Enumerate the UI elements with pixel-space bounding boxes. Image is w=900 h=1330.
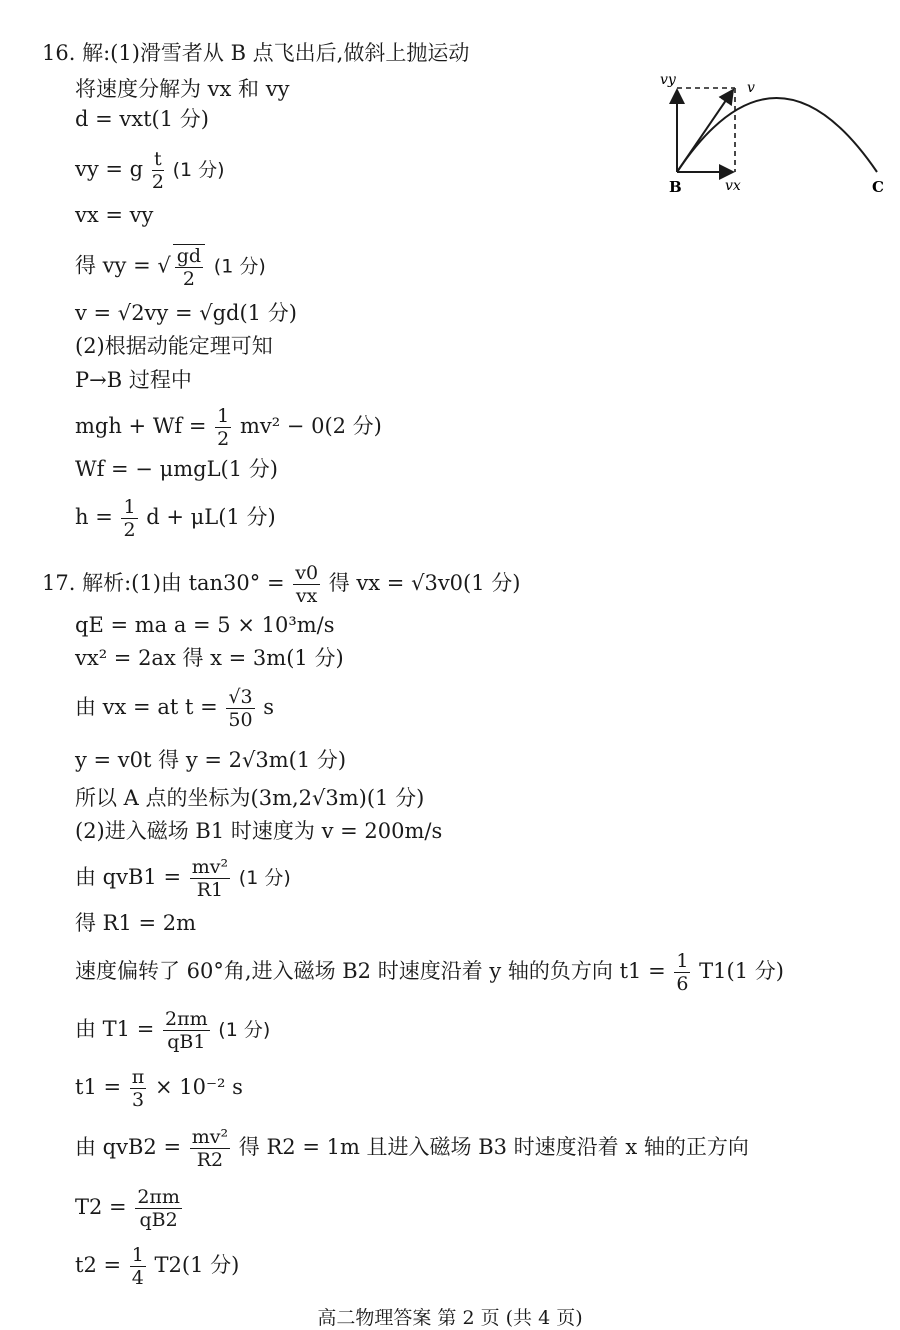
q16-line-3 (75, 148, 225, 193)
q16-line-10: Wf = − μmgL(1 分) (75, 457, 278, 481)
label-vx: vx (725, 178, 741, 194)
q17-l11-frac: $\frac{\pi}{3}$ (131, 1066, 145, 1111)
q17-line-2: vx² = 2ax 得 x = 3m(1 分) (75, 646, 344, 670)
q17-l9-lhs: 速度偏转了 60°角,进入磁场 B2 时速度沿着 y 轴的负方向 t1 = (75, 959, 666, 983)
q17-l13-frac: $\frac{2\pi m}{qB2}$ (137, 1186, 180, 1231)
q16-l11-lhs: h = (75, 505, 113, 529)
q17-line-7 (75, 856, 291, 901)
q16-line-6: v = √2vy = √gd(1 分) (75, 301, 297, 325)
q16-l3-frac: $\frac{t}{2}$ (151, 148, 164, 193)
q16-l11-frac: $\frac{1}{2}$ (123, 496, 136, 541)
q17-l3-frac: $\frac{√3}{50}$ (228, 686, 253, 731)
q17-line-1: qE = ma a = 5 × 10³m/s (75, 613, 335, 637)
page-footer: 高二物理答案 第 2 页 (共 4 页) (317, 1307, 583, 1329)
projectile-diagram (655, 68, 890, 200)
sqrt-symbol-icon: √ (157, 253, 171, 278)
q17-line-6: (2)进入磁场 B1 时速度为 v = 200m/s (75, 819, 443, 843)
label-v: v (747, 80, 755, 96)
q17-l14-rhs: T2(1 分) (154, 1253, 240, 1277)
trajectory-curve (677, 98, 877, 172)
q17-l9-rhs: T1(1 分) (699, 959, 784, 983)
q16-line-11 (75, 496, 276, 541)
q16-l9-lhs: mgh + Wf = (75, 414, 207, 438)
q17-line-12 (75, 1126, 749, 1171)
q17-l12-lhs: 由 qvB2 = (75, 1135, 182, 1159)
q17-l3-lhs: 由 vx = at t = (75, 695, 218, 719)
q17-l3-unit: s (263, 695, 275, 719)
q16-header: 16. 解:(1)滑雪者从 B 点飞出后,做斜上抛运动 (42, 41, 470, 65)
q17-l14-lhs: t2 = (75, 1253, 122, 1277)
q17-line-10 (75, 1008, 270, 1053)
v-arrow (677, 90, 733, 172)
q17-l12-frac: $\frac{\text{mv²}}{R2}$ (191, 1126, 229, 1171)
q17-header-rhs: 得 vx = √3v0(1 分) (328, 571, 521, 595)
q17-l11-lhs: t1 = (75, 1075, 122, 1099)
q17-l13-lhs: T2 = (75, 1195, 127, 1219)
q16-line-2: d = vxt(1 分) (75, 107, 209, 131)
q17-header-frac: $\frac{v0}{vx}$ (295, 562, 319, 607)
q17-l9-frac: $\frac{1}{6}$ (676, 950, 689, 995)
label-vy: vy (660, 72, 676, 88)
q16-l5-frac: $\frac{gd}{2}$ (173, 244, 205, 290)
q17-l12-rhs: 得 R2 = 1m 且进入磁场 B3 时速度沿着 x 轴的正方向 (238, 1135, 749, 1159)
q17-line-9 (75, 950, 784, 995)
q17-l7-score: (1 分) (238, 867, 291, 889)
q17-line-5: 所以 A 点的坐标为(3m,2√3m)(1 分) (75, 786, 425, 810)
q16-line-8: P→B 过程中 (75, 368, 192, 392)
q17-l11-rhs: × 10⁻² s (154, 1075, 243, 1099)
q16-l3-lhs: vy = g (75, 157, 144, 181)
q16-l11-rhs: d + μL(1 分) (146, 505, 276, 529)
q16-l5-lhs: 得 vy = (75, 253, 151, 278)
q16-line-7: (2)根据动能定理可知 (75, 334, 273, 358)
q16-l9-frac: $\frac{1}{2}$ (217, 405, 230, 450)
q16-line-9 (75, 405, 382, 450)
q17-header-lhs: 17. 解析:(1)由 tan30° = (42, 571, 285, 595)
label-B: B (669, 178, 682, 196)
q16-line-5 (75, 244, 266, 290)
q17-line-8: 得 R1 = 2m (75, 911, 197, 935)
q17-l10-score: (1 分) (218, 1019, 271, 1041)
q17-l7-lhs: 由 qvB1 = (75, 865, 182, 889)
q16-l3-score: (1 分) (172, 159, 225, 181)
q17-line-13 (75, 1186, 184, 1231)
q17-line-4: y = v0t 得 y = 2√3m(1 分) (75, 748, 347, 772)
q16-l5-score: (1 分) (213, 255, 266, 278)
q17-header (42, 562, 520, 607)
q16-l9-rhs: mv² − 0(2 分) (239, 414, 382, 438)
label-C: C (872, 178, 884, 196)
q16-line-1: 将速度分解为 vx 和 vy (75, 77, 290, 101)
q17-line-11 (75, 1066, 243, 1111)
q17-line-3 (75, 686, 274, 731)
q17-l10-lhs: 由 T1 = (75, 1017, 155, 1041)
q16-line-4: vx = vy (75, 203, 154, 227)
q17-l10-frac: $\frac{2\pi m}{qB1}$ (165, 1008, 208, 1053)
q17-line-14 (75, 1244, 239, 1289)
q17-l7-frac: $\frac{\text{mv²}}{R1}$ (191, 856, 229, 901)
q17-l14-frac: $\frac{1}{4}$ (131, 1244, 144, 1289)
